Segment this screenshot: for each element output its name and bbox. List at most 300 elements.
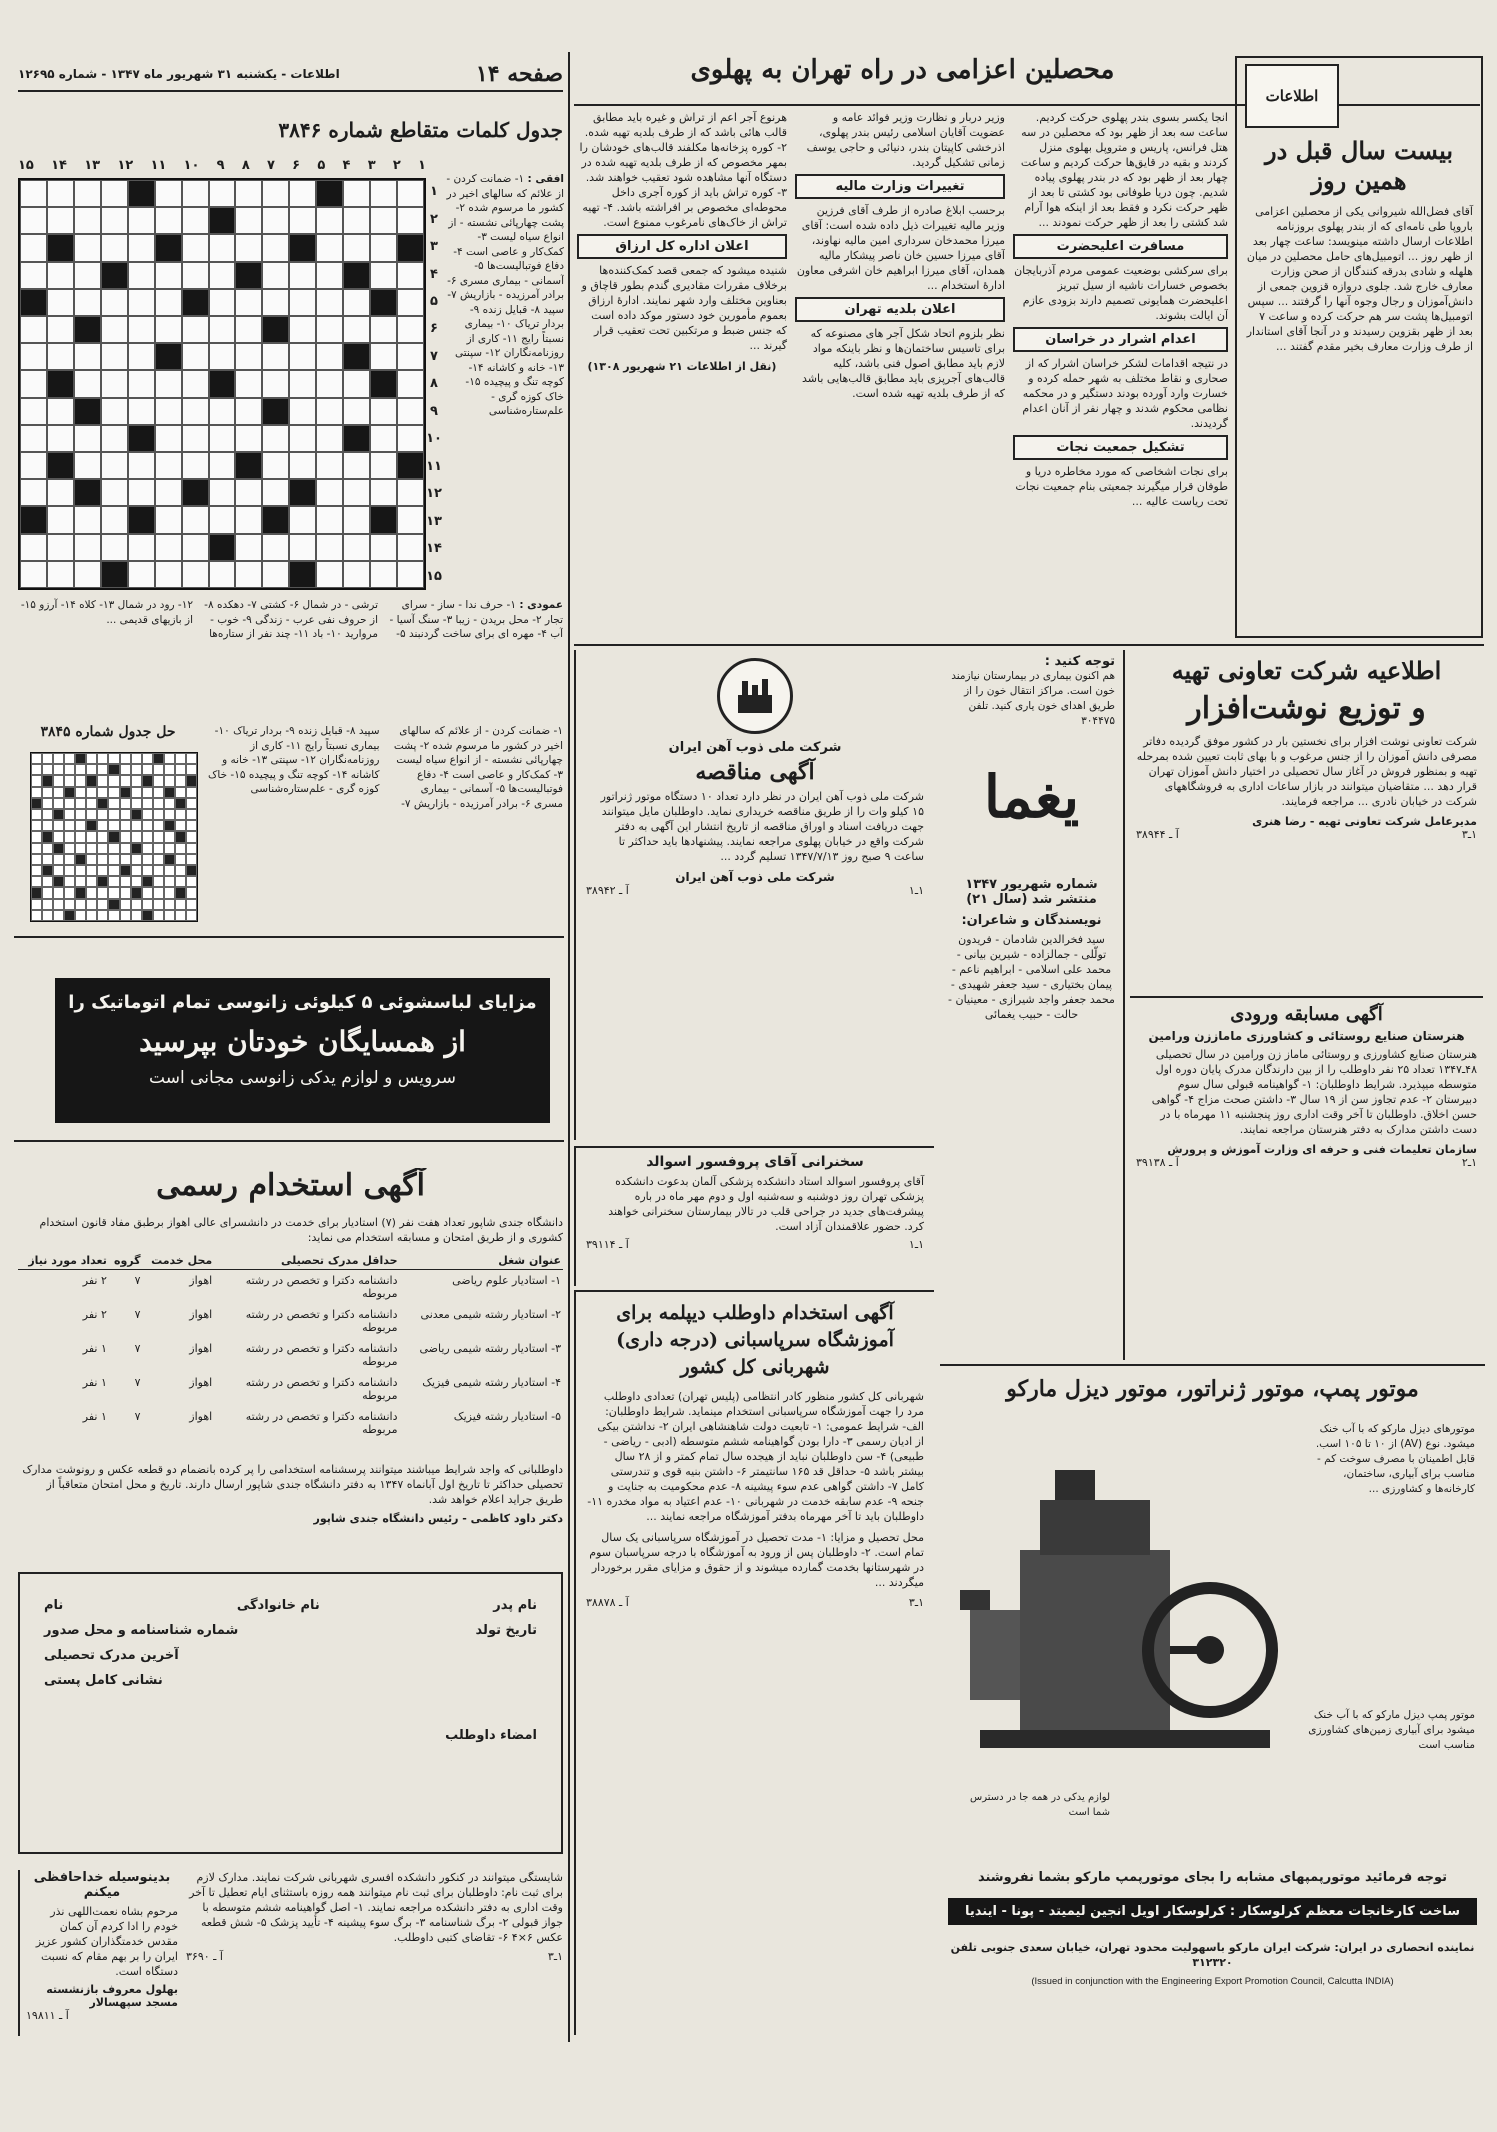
grid-cell[interactable] <box>235 289 262 316</box>
grid-cell[interactable] <box>182 398 209 425</box>
grid-cell[interactable] <box>289 534 316 561</box>
grid-cell[interactable] <box>370 452 397 479</box>
solution-cell <box>64 764 75 775</box>
yaghma-note-body: هم اکنون بیماری در بیمارستان نیازمند خون است. مراکز انتقال خون را از طریق اهدای خون یاری کنید. تلفن ۳۰۴۴۷۵ <box>951 670 1115 727</box>
grid-cell[interactable] <box>74 506 101 533</box>
grid-cell[interactable] <box>20 343 47 370</box>
grid-cell[interactable] <box>209 425 236 452</box>
grid-cell[interactable] <box>101 289 128 316</box>
grid-cell[interactable] <box>235 398 262 425</box>
grid-cell[interactable] <box>155 180 182 207</box>
grid-cell[interactable] <box>128 207 155 234</box>
grid-cell[interactable] <box>316 234 343 261</box>
margo-agent: نماینده انحصاری در ایران: شرکت ایران مارکو باسهولیت محدود تهران، خیابان سعدی جنوبی تلفن ۳۱۲۳۲۰ <box>950 1941 1475 1969</box>
solution-cell <box>131 831 142 842</box>
grid-cell[interactable] <box>209 506 236 533</box>
grid-cell[interactable] <box>343 180 370 207</box>
grid-cell[interactable] <box>20 452 47 479</box>
grid-cell[interactable] <box>155 452 182 479</box>
grid-cell[interactable] <box>20 180 47 207</box>
grid-cell[interactable] <box>47 207 74 234</box>
solution-cell <box>164 798 175 809</box>
grid-cell[interactable] <box>182 316 209 343</box>
grid-cell[interactable] <box>101 234 128 261</box>
grid-block <box>182 479 209 506</box>
grid-cell[interactable] <box>209 561 236 588</box>
grid-cell[interactable] <box>182 343 209 370</box>
grid-cell[interactable] <box>343 370 370 397</box>
contest-sign: سازمان تعلیمات فنی و حرفه ای وزارت آموزش و پرورش <box>1167 1143 1477 1156</box>
grid-cell[interactable] <box>209 398 236 425</box>
grid-cell[interactable] <box>101 479 128 506</box>
cell-degree: دانشنامه دکترا و تخصص در رشته مربوطه <box>245 1274 398 1300</box>
grid-cell[interactable] <box>209 452 236 479</box>
grid-block <box>182 289 209 316</box>
grid-cell[interactable] <box>289 262 316 289</box>
grid-cell[interactable] <box>397 316 424 343</box>
solution-block <box>108 831 119 842</box>
grid-cell[interactable] <box>289 180 316 207</box>
cell-group: ۷ <box>134 1308 141 1321</box>
grid-cell[interactable] <box>397 561 424 588</box>
grid-number: ۱ <box>430 184 438 200</box>
police-ref: ۱ـ۳ <box>908 1596 924 1609</box>
grid-cell[interactable] <box>316 289 343 316</box>
grid-cell[interactable] <box>316 425 343 452</box>
grid-cell[interactable] <box>289 452 316 479</box>
table-row <box>18 1338 563 1372</box>
grid-cell[interactable] <box>209 262 236 289</box>
grid-cell[interactable] <box>47 479 74 506</box>
margo-ad[interactable] <box>940 1370 1485 2038</box>
farewell-title: بدینوسیله خداحافظی میکنم <box>33 1870 171 1900</box>
coop-title-1: اطلاعیه شرکت تعاونی تهیه <box>1171 656 1442 685</box>
grid-cell[interactable] <box>316 452 343 479</box>
grid-number: ۶ <box>430 321 438 337</box>
grid-cell[interactable] <box>20 561 47 588</box>
grid-cell[interactable] <box>155 534 182 561</box>
grid-cell[interactable] <box>316 534 343 561</box>
police-ad[interactable] <box>574 1290 934 2035</box>
contest-notice <box>1130 996 1483 1356</box>
grid-cell[interactable] <box>182 561 209 588</box>
grid-cell[interactable] <box>343 534 370 561</box>
solution-block <box>120 787 131 798</box>
grid-cell[interactable] <box>343 452 370 479</box>
grid-cell[interactable] <box>370 425 397 452</box>
grid-cell[interactable] <box>370 316 397 343</box>
grid-number: ۹ <box>216 158 225 173</box>
grid-cell[interactable] <box>155 479 182 506</box>
grid-cell[interactable] <box>370 561 397 588</box>
cell-degree: دانشنامه دکترا و تخصص در رشته مربوطه <box>245 1308 398 1334</box>
zob-ahan-ad[interactable] <box>574 650 934 1140</box>
grid-cell[interactable] <box>262 262 289 289</box>
grid-cell[interactable] <box>262 207 289 234</box>
solution-block <box>164 854 175 865</box>
grid-cell[interactable] <box>155 425 182 452</box>
grid-cell[interactable] <box>343 289 370 316</box>
solution-cell <box>120 854 131 865</box>
farewell-name: بهلول معروف بازنشسته مسجد سپهسالار <box>46 1983 178 2009</box>
grid-cell[interactable] <box>235 370 262 397</box>
solution-cell <box>186 831 197 842</box>
grid-cell[interactable] <box>262 234 289 261</box>
grid-cell[interactable] <box>47 398 74 425</box>
cell-count: ۱ نفر <box>82 1410 107 1423</box>
grid-cell[interactable] <box>316 343 343 370</box>
grid-cell[interactable] <box>316 398 343 425</box>
grid-cell[interactable] <box>397 180 424 207</box>
solution-cell <box>64 899 75 910</box>
flashback-logo <box>1245 64 1339 128</box>
solution-cell <box>108 887 119 898</box>
application-form-box[interactable] <box>18 1572 563 1854</box>
solution-cell <box>153 887 164 898</box>
solution-block <box>120 865 131 876</box>
grid-cell[interactable] <box>289 343 316 370</box>
grid-cell[interactable] <box>47 425 74 452</box>
grid-cell[interactable] <box>128 561 155 588</box>
grid-cell[interactable] <box>20 207 47 234</box>
grid-number: ۱۰ <box>183 158 200 173</box>
grid-cell[interactable] <box>397 289 424 316</box>
solution-cell <box>108 820 119 831</box>
grid-cell[interactable] <box>155 370 182 397</box>
grid-cell[interactable] <box>370 343 397 370</box>
grid-cell[interactable] <box>74 343 101 370</box>
grid-cell[interactable] <box>128 234 155 261</box>
grid-cell[interactable] <box>209 479 236 506</box>
zob-ahan-sign: شرکت ملی ذوب آهن ایران <box>675 870 835 884</box>
cell-count: ۱ نفر <box>82 1376 107 1389</box>
grid-cell[interactable] <box>289 370 316 397</box>
grid-block <box>101 262 128 289</box>
grid-cell[interactable] <box>128 343 155 370</box>
grid-cell[interactable] <box>128 479 155 506</box>
zob-ahan-logo <box>717 658 793 734</box>
police-title: آگهی استخدام داوطلب دیپلمه برای آموزشگاه سرپاسبانی (درجه داری) شهربانی کل کشور <box>616 1302 894 1378</box>
grid-block <box>209 370 236 397</box>
grid-cell[interactable] <box>74 534 101 561</box>
grid-cell[interactable] <box>370 207 397 234</box>
grid-cell[interactable] <box>262 370 289 397</box>
solution-cell <box>164 876 175 887</box>
grid-cell[interactable] <box>182 234 209 261</box>
grid-cell[interactable] <box>316 479 343 506</box>
grid-cell[interactable] <box>397 398 424 425</box>
grid-cell[interactable] <box>397 506 424 533</box>
solution-cell <box>31 764 42 775</box>
grid-cell[interactable] <box>370 398 397 425</box>
grid-cell[interactable] <box>74 180 101 207</box>
grid-cell[interactable] <box>182 534 209 561</box>
grid-cell[interactable] <box>155 561 182 588</box>
grid-cell[interactable] <box>20 234 47 261</box>
grid-cell[interactable] <box>155 207 182 234</box>
solution-cell <box>31 899 42 910</box>
grid-number: ۱۲ <box>117 158 134 173</box>
solution-cell <box>175 899 186 910</box>
yaghma-ad[interactable] <box>940 650 1125 1360</box>
grid-cell[interactable] <box>316 561 343 588</box>
grid-cell[interactable] <box>47 534 74 561</box>
grid-cell[interactable] <box>235 180 262 207</box>
grid-cell[interactable] <box>182 452 209 479</box>
grid-cell[interactable] <box>128 398 155 425</box>
grid-cell[interactable] <box>262 180 289 207</box>
solution-block <box>53 843 64 854</box>
margo-note: لوازم یدکی در همه جا در دسترس شما است <box>970 1792 1110 1818</box>
grid-cell[interactable] <box>155 316 182 343</box>
grid-cell[interactable] <box>262 289 289 316</box>
grid-cell[interactable] <box>370 262 397 289</box>
main-story-col-2 <box>795 110 1005 640</box>
grid-cell[interactable] <box>74 262 101 289</box>
solution-block <box>142 876 153 887</box>
employment-outro <box>18 1462 563 1552</box>
solution-block <box>108 899 119 910</box>
solution-cell <box>75 809 86 820</box>
grid-cell[interactable] <box>182 262 209 289</box>
grid-cell[interactable] <box>316 370 343 397</box>
grid-cell[interactable] <box>47 316 74 343</box>
grid-cell[interactable] <box>128 534 155 561</box>
masthead <box>18 58 563 92</box>
solution-cell <box>142 798 153 809</box>
grid-cell[interactable] <box>370 479 397 506</box>
form-signature-label: امضاء داوطلب <box>445 1728 537 1743</box>
grid-cell[interactable] <box>47 180 74 207</box>
solution-block <box>31 798 42 809</box>
grid-cell[interactable] <box>209 234 236 261</box>
yaghma-writers: سید فخرالدین شادمان - فریدون تولّلی - جمالزاده - شیرین بیانی - محمد علی اسلامی - ابراهیم ناعم - پیمان بختیاری - سید جعفر شهیدی - محمد جعفر واجد شیرازی - معینیان - حالت - حبیب یغمائی <box>948 933 1115 1021</box>
laundry-line-2: از همسایگان خودتان بپرسید <box>139 1025 466 1058</box>
grid-cell[interactable] <box>262 561 289 588</box>
solution-block <box>131 809 142 820</box>
grid-cell[interactable] <box>316 207 343 234</box>
grid-cell[interactable] <box>397 262 424 289</box>
grid-cell[interactable] <box>289 398 316 425</box>
grid-cell[interactable] <box>289 207 316 234</box>
solution-cell <box>86 854 97 865</box>
grid-cell[interactable] <box>262 452 289 479</box>
grid-cell[interactable] <box>182 370 209 397</box>
flashback-logo-text: اطلاعات <box>1265 87 1319 105</box>
solution-cell <box>153 775 164 786</box>
grid-cell[interactable] <box>343 561 370 588</box>
solution-cell <box>64 775 75 786</box>
subhead-municipality: اعلان بلدیه تهران <box>795 297 1005 322</box>
grid-cell[interactable] <box>155 262 182 289</box>
grid-cell[interactable] <box>74 561 101 588</box>
grid-cell[interactable] <box>370 234 397 261</box>
grid-cell[interactable] <box>47 343 74 370</box>
grid-cell[interactable] <box>128 370 155 397</box>
grid-cell[interactable] <box>47 506 74 533</box>
grid-cell[interactable] <box>397 370 424 397</box>
grid-cell[interactable] <box>128 452 155 479</box>
margo-english: (Issued in conjunction with the Engineering Export Promotion Council, Calcutta INDIA) <box>1031 1976 1394 1987</box>
grid-cell[interactable] <box>101 425 128 452</box>
grid-cell[interactable] <box>47 289 74 316</box>
grid-cell[interactable] <box>289 289 316 316</box>
grid-cell[interactable] <box>262 425 289 452</box>
solution-cell <box>97 820 108 831</box>
grid-cell[interactable] <box>397 534 424 561</box>
grid-cell[interactable] <box>209 289 236 316</box>
grid-cell[interactable] <box>20 425 47 452</box>
date-line: اطلاعات - یکشنبه ۳۱ شهریور ماه ۱۳۴۷ - شماره ۱۲۶۹۵ <box>18 67 340 81</box>
grid-cell[interactable] <box>182 425 209 452</box>
grid-cell[interactable] <box>343 316 370 343</box>
farewell-box <box>18 1870 178 2036</box>
crossword-grid[interactable] <box>18 178 426 590</box>
grid-cell[interactable] <box>74 289 101 316</box>
laundry-ad[interactable] <box>55 978 550 1123</box>
grid-cell[interactable] <box>235 534 262 561</box>
grid-cell[interactable] <box>397 207 424 234</box>
solution-cell <box>142 787 153 798</box>
grid-cell[interactable] <box>235 561 262 588</box>
grid-cell[interactable] <box>343 207 370 234</box>
grid-cell[interactable] <box>20 370 47 397</box>
solution-cell <box>42 887 53 898</box>
grid-cell[interactable] <box>209 343 236 370</box>
grid-cell[interactable] <box>20 262 47 289</box>
grid-cell[interactable] <box>209 180 236 207</box>
main-body-b: وزیر دربار و نظارت وزیر فوائد عامه و عضویت آقایان اسلامی رئیس بندر پهلوی، اذرخشی کاپیتان بندر، دنیائی و حاجی یوسف زمانی تشکیل گردید. <box>806 111 1005 169</box>
grid-cell[interactable] <box>235 506 262 533</box>
grid-cell[interactable] <box>370 180 397 207</box>
solution-cell <box>86 764 97 775</box>
solution-cell <box>53 764 64 775</box>
grid-cell[interactable] <box>155 506 182 533</box>
solution-cell <box>31 854 42 865</box>
crossword-col-numbers <box>18 158 426 176</box>
cell-job: ۴- استادیار رشته شیمی فیزیک <box>422 1376 561 1389</box>
table-row <box>18 1304 563 1338</box>
solution-cell <box>42 854 53 865</box>
grid-cell[interactable] <box>155 398 182 425</box>
coop-code: آ ـ ۳۸۹۴۴ <box>1136 828 1179 841</box>
coop-ad[interactable] <box>1130 650 1483 990</box>
grid-cell[interactable] <box>343 506 370 533</box>
employment-sign: دکتر داود کاظمی - رئیس دانشگاه جندی شاپور <box>313 1512 563 1525</box>
grid-cell[interactable] <box>101 343 128 370</box>
grid-cell[interactable] <box>235 343 262 370</box>
grid-cell[interactable] <box>262 343 289 370</box>
solution-cell <box>164 843 175 854</box>
grid-cell[interactable] <box>316 262 343 289</box>
grid-number: ۲ <box>430 211 438 227</box>
grid-cell[interactable] <box>397 479 424 506</box>
grid-cell[interactable] <box>47 561 74 588</box>
grid-cell[interactable] <box>370 534 397 561</box>
grid-cell[interactable] <box>235 207 262 234</box>
lecture-ref: ۱ـ۱ <box>908 1238 924 1251</box>
solution-block <box>153 753 164 764</box>
grid-cell[interactable] <box>101 506 128 533</box>
grid-cell[interactable] <box>101 316 128 343</box>
solution-cell <box>164 831 175 842</box>
grid-cell[interactable] <box>209 316 236 343</box>
solution-cell <box>153 798 164 809</box>
grid-cell[interactable] <box>316 506 343 533</box>
cell-degree: دانشنامه دکترا و تخصص در رشته مربوطه <box>245 1376 398 1402</box>
grid-cell[interactable] <box>74 207 101 234</box>
grid-cell[interactable] <box>101 180 128 207</box>
solution-cell <box>64 865 75 876</box>
grid-cell[interactable] <box>316 316 343 343</box>
solution-cell <box>108 809 119 820</box>
grid-cell[interactable] <box>262 479 289 506</box>
grid-cell[interactable] <box>182 207 209 234</box>
grid-number: ۳ <box>430 239 438 255</box>
grid-cell[interactable] <box>101 534 128 561</box>
grid-cell[interactable] <box>397 343 424 370</box>
grid-cell[interactable] <box>101 207 128 234</box>
grid-cell[interactable] <box>20 479 47 506</box>
grid-cell[interactable] <box>20 398 47 425</box>
grid-cell[interactable] <box>235 316 262 343</box>
grid-cell[interactable] <box>74 234 101 261</box>
solution-cell <box>186 887 197 898</box>
grid-cell[interactable] <box>182 180 209 207</box>
grid-cell[interactable] <box>128 289 155 316</box>
grid-cell[interactable] <box>155 289 182 316</box>
grid-cell[interactable] <box>128 316 155 343</box>
subhead-rescue: تشکیل جمعیت نجات <box>1013 435 1228 460</box>
grid-cell[interactable] <box>74 370 101 397</box>
coop-title-2: و توزیع نوشت‌افزار <box>1187 691 1426 726</box>
grid-cell[interactable] <box>101 452 128 479</box>
grid-cell[interactable] <box>289 316 316 343</box>
grid-cell[interactable] <box>20 316 47 343</box>
grid-cell[interactable] <box>101 370 128 397</box>
grid-cell[interactable] <box>128 262 155 289</box>
farewell-body: مرحوم بشاه نعمت‌اللهی نذر خودم را ادا کردم آن کمان مقدس خدمتگذاران کشور عزیز ایران را بر بهم مقام که نسبت دستگاه است. <box>35 1905 178 1978</box>
text-finance: برحسب ابلاغ صادره از طرف آقای فرزین وزیر مالیه تغییرات ذیل داده شده است: آقای میرزا محمدخان سرداری امین مالیه نهاوند، آقای میرزا حسین خان ناصر پیشکار مالیه همدان، آقای میرزا ابراهیم خان اشرفی معاون ادارۀ استخدام ... <box>796 204 1005 292</box>
solution-cell <box>175 753 186 764</box>
grid-cell[interactable] <box>182 506 209 533</box>
solution-cell <box>142 820 153 831</box>
grid-cell[interactable] <box>289 425 316 452</box>
contest-code: آ ـ ۳۹۱۳۸ <box>1136 1156 1179 1169</box>
solution-cell <box>164 753 175 764</box>
grid-cell[interactable] <box>343 398 370 425</box>
flashback-title: بیست سال قبل در همین روز <box>1265 136 1453 195</box>
lecture-notice <box>574 1146 934 1286</box>
grid-cell[interactable] <box>343 479 370 506</box>
solution-cell <box>75 865 86 876</box>
grid-cell[interactable] <box>343 234 370 261</box>
grid-cell[interactable] <box>235 479 262 506</box>
grid-cell[interactable] <box>235 234 262 261</box>
solution-cell <box>97 887 108 898</box>
grid-cell[interactable] <box>397 425 424 452</box>
grid-cell[interactable] <box>74 452 101 479</box>
grid-cell[interactable] <box>235 425 262 452</box>
grid-cell[interactable] <box>20 534 47 561</box>
graduates-code: آ ـ ۳۶۹۰ <box>186 1950 223 1963</box>
grid-cell[interactable] <box>101 398 128 425</box>
solution-cell <box>153 865 164 876</box>
grid-cell[interactable] <box>289 506 316 533</box>
grid-cell[interactable] <box>262 534 289 561</box>
grid-cell[interactable] <box>47 262 74 289</box>
grid-cell[interactable] <box>74 425 101 452</box>
